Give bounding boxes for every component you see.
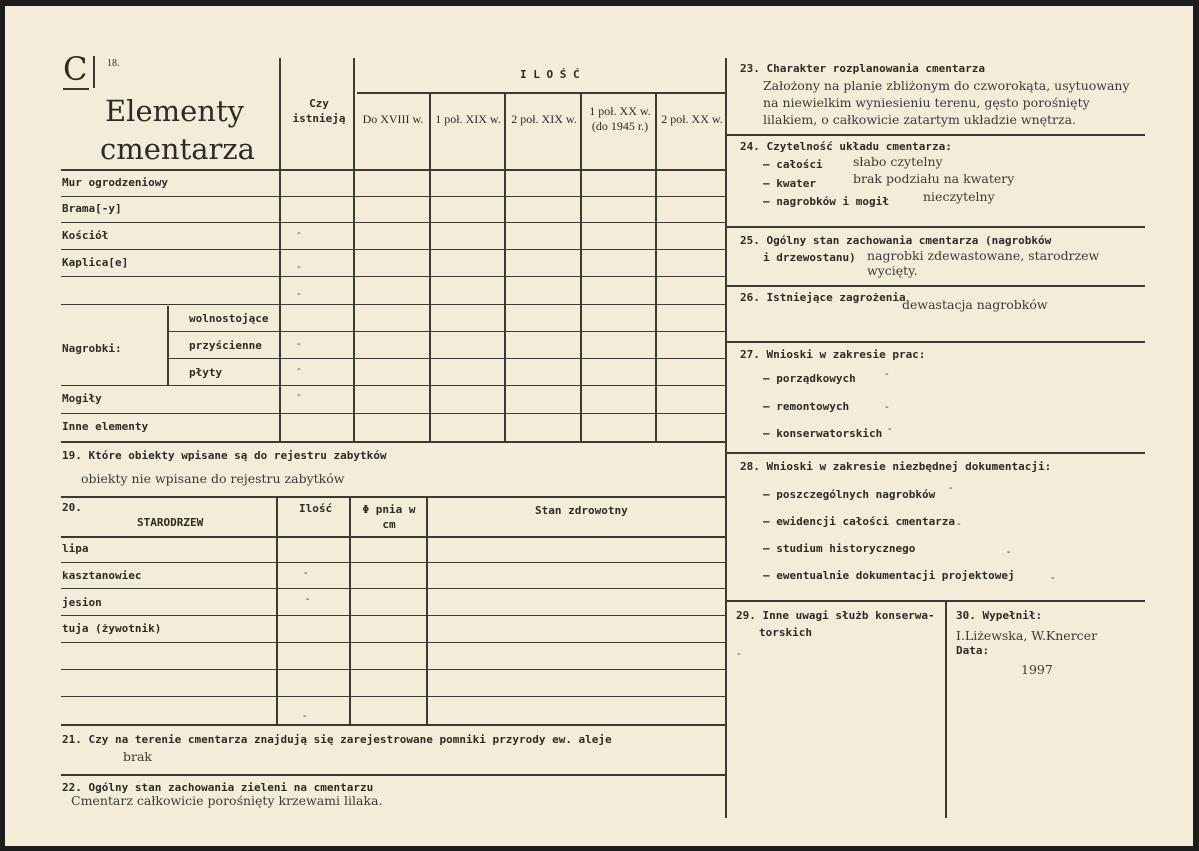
row-label: Kościół [62, 229, 109, 242]
row-line [61, 588, 725, 589]
col-line [504, 94, 506, 442]
s20-label: STARODRZEW [137, 516, 204, 529]
row-sublabel: przyścienne [189, 339, 262, 352]
s20-number: 20. [62, 501, 82, 514]
section-line [61, 724, 725, 726]
dash-mark: - [949, 482, 953, 494]
page-title-line1: Elementy [105, 94, 244, 128]
s29-question: torskich [759, 626, 812, 639]
section-line [61, 441, 725, 443]
inventory-card [5, 6, 1193, 846]
col-line [167, 306, 169, 386]
s19-question: 19. Które obiekty wpisane są do rejestru zabytków [62, 449, 387, 462]
dash-mark: - [304, 567, 308, 579]
header-bottom-line [61, 169, 725, 171]
section-line [727, 226, 1145, 228]
dash-mark: - [1051, 572, 1055, 584]
dash-mark: - [297, 261, 301, 273]
s23-answer: lilakiem, o całkowicie zatartym układzie wnętrza. [763, 112, 1077, 127]
row-line [61, 385, 725, 386]
col-quantity: I L O Ś Ć [520, 68, 580, 81]
section-line [727, 285, 1145, 287]
col-line [276, 496, 278, 724]
row-line [61, 304, 725, 305]
s23-question: 23. Charakter rozplanowania cmentarza [740, 62, 986, 75]
s27-item: — konserwatorskich [763, 427, 883, 440]
header-line [357, 92, 725, 94]
row-line [61, 222, 725, 223]
row-label: Inne elementy [62, 420, 149, 433]
s30-date-label: Data: [956, 644, 990, 657]
s25-question: 25. Ogólny stan zachowania cmentarza (nagrobków [740, 234, 1052, 247]
col-exists: Czy istnieją [292, 97, 346, 125]
s28-item: — poszczególnych nagrobków [763, 488, 936, 501]
dash-mark: - [306, 593, 310, 605]
section-number: 18. [107, 58, 120, 69]
s26-question: 26. Istniejące zagrożenia [740, 291, 906, 304]
tree-name: tuja (żywotnik) [62, 622, 162, 635]
s30-question: 30. Wypełnił: [956, 609, 1043, 622]
right-inner-divider [945, 602, 947, 818]
section-line [61, 774, 725, 776]
dash-mark: - [303, 710, 307, 722]
s27-item: — porządkowych [763, 372, 856, 385]
s20-qty-header: Ilość [299, 502, 333, 515]
s25-question: i drzewostanu) [763, 251, 856, 264]
dash-mark: - [885, 401, 889, 413]
row-label: Nagrobki: [62, 342, 122, 355]
row-label: Kaplica[e] [62, 256, 129, 269]
dash-mark: - [1007, 546, 1011, 558]
section-line [727, 134, 1145, 136]
s28-question: 28. Wnioski w zakresie niezbędnej dokumentacji: [740, 460, 1052, 473]
main-divider [725, 58, 727, 818]
col-line [429, 94, 431, 442]
row-line [61, 669, 725, 670]
s22-question: 22. Ogólny stan zachowania zieleni na cmentarzu [62, 781, 374, 794]
col-line [580, 94, 582, 442]
s25-answer: nagrobki zdewastowane, starodrzew [867, 248, 1100, 263]
tree-name: jesion [62, 596, 102, 609]
dash-mark: - [957, 518, 961, 530]
s24-label: — nagrobków i mogił [763, 195, 889, 208]
s19-answer: obiekty nie wpisane do rejestru zabytków [81, 471, 345, 486]
row-sublabel: wolnostojące [189, 312, 269, 325]
row-line [61, 562, 725, 563]
tree-name: kasztanowiec [62, 569, 142, 582]
s25-answer: wycięty. [867, 263, 918, 278]
col-period: Do XVIII w. [362, 112, 424, 126]
letter-bar [93, 56, 95, 88]
col-period: 2 poł. XX w. [661, 112, 723, 126]
s24-label: — całości [763, 158, 823, 171]
dash-mark: - [297, 288, 301, 300]
col-period: 1 poł. XX w. (do 1945 r.) [589, 104, 651, 133]
dash-mark: - [297, 389, 301, 401]
dash-mark: - [297, 227, 301, 239]
dash-mark: - [297, 363, 301, 375]
page-title-line2: cmentarza [100, 132, 255, 166]
s28-item: — studium historycznego [763, 542, 916, 555]
dash-mark: - [737, 648, 741, 660]
s24-label: — kwater [763, 177, 816, 190]
s24-question: 24. Czytelność układu cmentarza: [740, 140, 952, 153]
col-line [426, 496, 428, 724]
s23-answer: Założony na planie zbliżonym do czworokąta, usytuowany [763, 78, 1130, 93]
s23-answer: na niewielkim wyniesieniu terenu, gęsto porośnięty [763, 95, 1090, 110]
row-line [61, 642, 725, 643]
col-period: 1 poł. XIX w. [435, 112, 501, 126]
col-line [655, 94, 657, 442]
section-line [727, 341, 1145, 343]
dash-mark: - [885, 368, 889, 380]
card-letter: C [63, 50, 88, 88]
row-label: Mur ogrodzeniowy [62, 176, 168, 189]
row-line [169, 331, 725, 332]
row-label: Brama[-y] [62, 202, 122, 215]
s20-health-header: Stan zdrowotny [535, 504, 628, 517]
row-line [61, 276, 725, 277]
s30-author: I.Liżewska, W.Knercer [956, 628, 1098, 643]
dash-mark: - [888, 423, 892, 435]
s21-answer: brak [123, 749, 153, 764]
s24-value: słabo czytelny [853, 154, 943, 169]
row-line [61, 696, 725, 697]
s21-question: 21. Czy na terenie cmentarza znajdują się zarejestrowane pomniki przyrody ew. aleje [62, 733, 612, 746]
s20-diameter-header: Φ pnia w cm [362, 503, 416, 531]
s26-answer: dewastacja nagrobków [902, 297, 1048, 312]
s30-date: 1997 [1021, 662, 1053, 677]
row-line [61, 615, 725, 616]
letter-underline [63, 88, 89, 90]
section-line [727, 452, 1145, 454]
row-sublabel: płyty [189, 366, 223, 379]
s28-item: — ewidencji całości cmentarza [763, 515, 956, 528]
section-line [61, 496, 725, 498]
col-line [349, 496, 351, 724]
s24-value: brak podziału na kwatery [853, 171, 1015, 186]
s28-item: — ewentualnie dokumentacji projektowej [763, 569, 1015, 582]
row-line [169, 358, 725, 359]
s22-answer: Cmentarz całkowicie porośnięty krzewami lilaka. [71, 793, 383, 808]
dash-mark: - [297, 338, 301, 350]
row-line [61, 413, 725, 414]
s29-question: 29. Inne uwagi służb konserwa- [736, 609, 935, 622]
s24-value: nieczytelny [923, 189, 995, 204]
s27-item: — remontowych [763, 400, 850, 413]
row-label: Mogiły [62, 392, 102, 405]
section-line [727, 600, 1145, 602]
row-line [61, 196, 725, 197]
row-line [61, 249, 725, 250]
s27-question: 27. Wnioski w zakresie prac: [740, 348, 926, 361]
col-period: 2 poł. XIX w. [511, 112, 577, 126]
tree-name: lipa [62, 542, 89, 555]
section-line [61, 536, 725, 538]
